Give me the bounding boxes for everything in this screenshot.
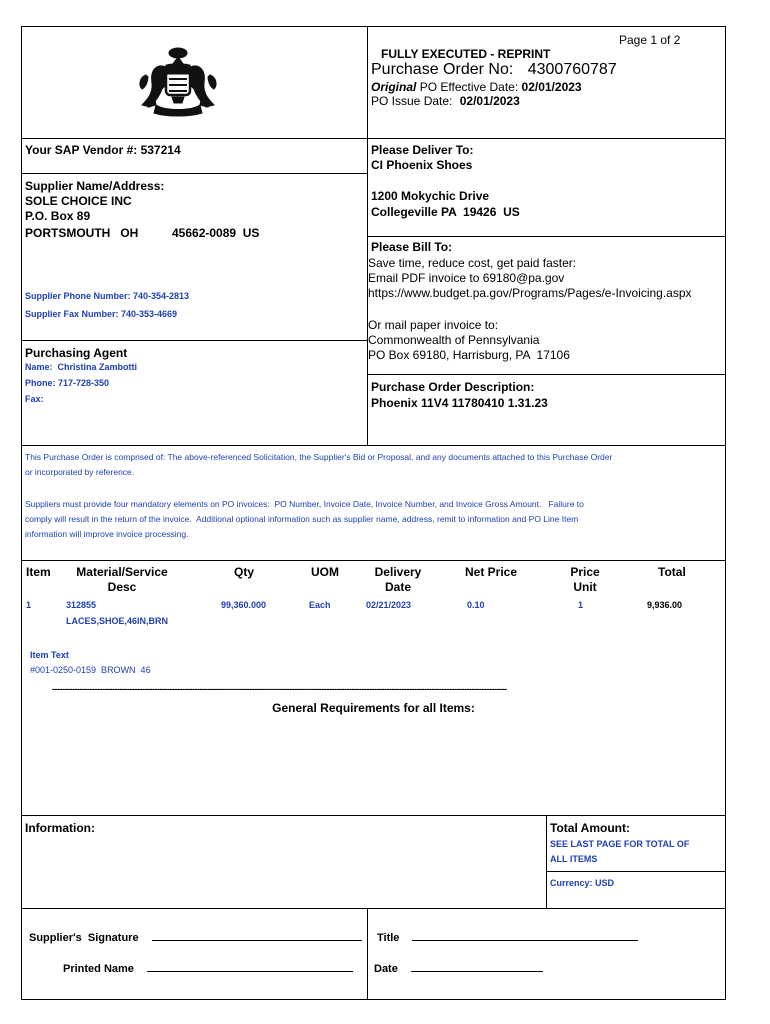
total-note-line1: SEE LAST PAGE FOR TOTAL OF <box>550 839 690 849</box>
po-number: 4300760787 <box>527 61 617 78</box>
purchasing-agent-heading: Purchasing Agent <box>25 346 128 360</box>
issue-date: 02/01/2023 <box>459 94 520 108</box>
divider-deliver <box>367 236 725 237</box>
total-amount-label: Total Amount: <box>550 821 630 835</box>
row1-desc: LACES,SHOE,46IN,BRN <box>66 616 169 626</box>
divider-vertical-main <box>367 26 368 445</box>
supplier-fax: Supplier Fax Number: 740-353-4669 <box>25 309 178 319</box>
notice-line5: information will improve invoice processing. <box>25 529 189 539</box>
total-note-line2: ALL ITEMS <box>550 854 598 864</box>
deliver-to-name: CI Phoenix Shoes <box>371 158 473 172</box>
row1-item: 1 <box>26 600 32 610</box>
row1-net-price: 0.10 <box>467 600 485 610</box>
row1-uom: Each <box>309 600 331 610</box>
bill-to-email[interactable]: Email PDF invoice to 69180@pa.gov <box>368 271 565 285</box>
title-label: Title <box>377 932 400 944</box>
effective-date: 02/01/2023 <box>521 80 582 94</box>
date-line[interactable] <box>411 961 543 972</box>
agent-fax: Fax: <box>25 394 44 404</box>
frame-top <box>21 26 726 27</box>
col-item: Item <box>26 565 51 579</box>
effective-prefix: Original <box>371 80 417 94</box>
col-price-unit-line2: Unit <box>573 580 597 594</box>
notice-line4: comply will result in the return of the invoice. Additional optional information such as supplier name, address, remit to information and PO Line Item <box>25 514 579 524</box>
col-total: Total <box>658 565 686 579</box>
bill-to-po-box: PO Box 69180, Harrisburg, PA 17106 <box>368 348 570 362</box>
supplier-name: SOLE CHOICE INC <box>25 194 132 208</box>
printed-name-label: Printed Name <box>63 963 134 975</box>
row1-delivery: 02/21/2023 <box>366 600 412 610</box>
deliver-to-street: 1200 Mokychic Drive <box>371 189 490 203</box>
col-material-line2: Desc <box>107 580 137 594</box>
col-qty: Qty <box>234 565 255 579</box>
divider-vertical-sign <box>367 908 368 999</box>
divider-header <box>21 138 726 139</box>
supplier-zip: 45662-0089 US <box>172 226 260 240</box>
supplier-address-line1: P.O. Box 89 <box>25 209 91 223</box>
dashed-separator: -------------------------------------------------------------------------------------------------------------------------------------------------------------------------------------- <box>52 684 507 694</box>
notice-line3: Suppliers must provide four mandatory elements on PO invoices: PO Number, Invoice Date, Invoice Number, and Invoice Gross Amount. Failure to <box>25 499 584 509</box>
divider-info <box>21 815 726 816</box>
col-material-line1: Material/Service <box>76 565 168 579</box>
divider-currency <box>546 871 725 872</box>
po-issue-date-line <box>371 94 520 108</box>
effective-label: PO Effective Date: <box>419 80 519 94</box>
currency: Currency: USD <box>550 878 615 888</box>
item-text-label: Item Text <box>30 650 69 660</box>
po-description-text: Phoenix 11V4 11780410 1.31.23 <box>371 396 548 410</box>
col-delivery-line1: Delivery <box>374 565 422 579</box>
notice-line2: or incorporated by reference. <box>25 467 135 477</box>
supplier-signature-line[interactable] <box>152 930 362 941</box>
deliver-to-heading: Please Deliver To: <box>371 143 474 157</box>
bill-to-link[interactable]: https://www.budget.pa.gov/Programs/Pages/e-Invoicing.aspx <box>368 286 692 300</box>
title-row <box>377 930 638 945</box>
po-label: Purchase Order No: <box>371 61 514 78</box>
row1-qty: 99,360.000 <box>221 600 267 610</box>
divider-signatures <box>21 908 726 909</box>
agent-phone: Phone: 717-728-350 <box>25 378 110 388</box>
notice-line1: This Purchase Order is comprised of: The above-referenced Solicitation, the Supplier's Bid or Proposal, and any documents attached to this Purchase Order <box>25 452 613 462</box>
divider-vertical-total <box>546 815 547 908</box>
general-requirements: General Requirements for all Items: <box>272 701 475 715</box>
col-material <box>72 565 172 594</box>
row1-price-unit: 1 <box>578 600 584 610</box>
row1-material: 312855 <box>66 600 97 610</box>
printed-name-row <box>63 961 353 976</box>
supplier-heading: Supplier Name/Address: <box>25 179 165 193</box>
information-label: Information: <box>25 821 95 835</box>
frame-bottom <box>21 999 726 1000</box>
bill-to-mail-heading: Or mail paper invoice to: <box>368 318 499 332</box>
divider-notice <box>21 445 726 446</box>
supplier-signature-row <box>29 930 362 945</box>
page-label: Page 1 of 2 <box>619 33 681 47</box>
col-price-unit <box>560 565 610 594</box>
item-text-value: #001-0250-0159 BROWN 46 <box>30 665 151 675</box>
date-label: Date <box>374 963 398 975</box>
supplier-phone: Supplier Phone Number: 740-354-2813 <box>25 291 190 301</box>
printed-name-line[interactable] <box>147 961 353 972</box>
col-uom: UOM <box>311 565 339 579</box>
col-net-price: Net Price <box>465 565 518 579</box>
po-status: FULLY EXECUTED - REPRINT <box>381 47 551 61</box>
issue-label: PO Issue Date: <box>371 94 453 108</box>
supplier-city: PORTSMOUTH OH <box>25 226 139 240</box>
divider-agent <box>21 340 367 341</box>
coat-of-arms-seal <box>136 45 220 122</box>
col-delivery-line2: Date <box>384 580 411 594</box>
agent-name: Name: Christina Zambotti <box>25 362 138 372</box>
po-description-heading: Purchase Order Description: <box>371 380 535 394</box>
divider-vendor <box>21 173 367 174</box>
po-number-line <box>371 60 617 79</box>
frame-right <box>725 26 726 1000</box>
supplier-signature-label: Supplier's Signature <box>29 932 139 944</box>
title-line[interactable] <box>412 930 638 941</box>
bill-to-heading: Please Bill To: <box>371 240 453 254</box>
bill-to-line1: Save time, reduce cost, get paid faster: <box>368 256 577 270</box>
col-delivery <box>367 565 429 594</box>
bill-to-commonwealth: Commonwealth of Pennsylvania <box>368 333 540 347</box>
col-price-unit-line1: Price <box>570 565 600 579</box>
deliver-to-city: Collegeville PA 19426 US <box>371 205 520 219</box>
row1-total: 9,936.00 <box>647 600 683 610</box>
divider-bill <box>367 374 725 375</box>
po-effective-date-line <box>371 80 582 94</box>
divider-table-head <box>21 560 726 561</box>
date-row <box>374 961 543 976</box>
sap-vendor-number: Your SAP Vendor #: 537214 <box>25 143 181 157</box>
